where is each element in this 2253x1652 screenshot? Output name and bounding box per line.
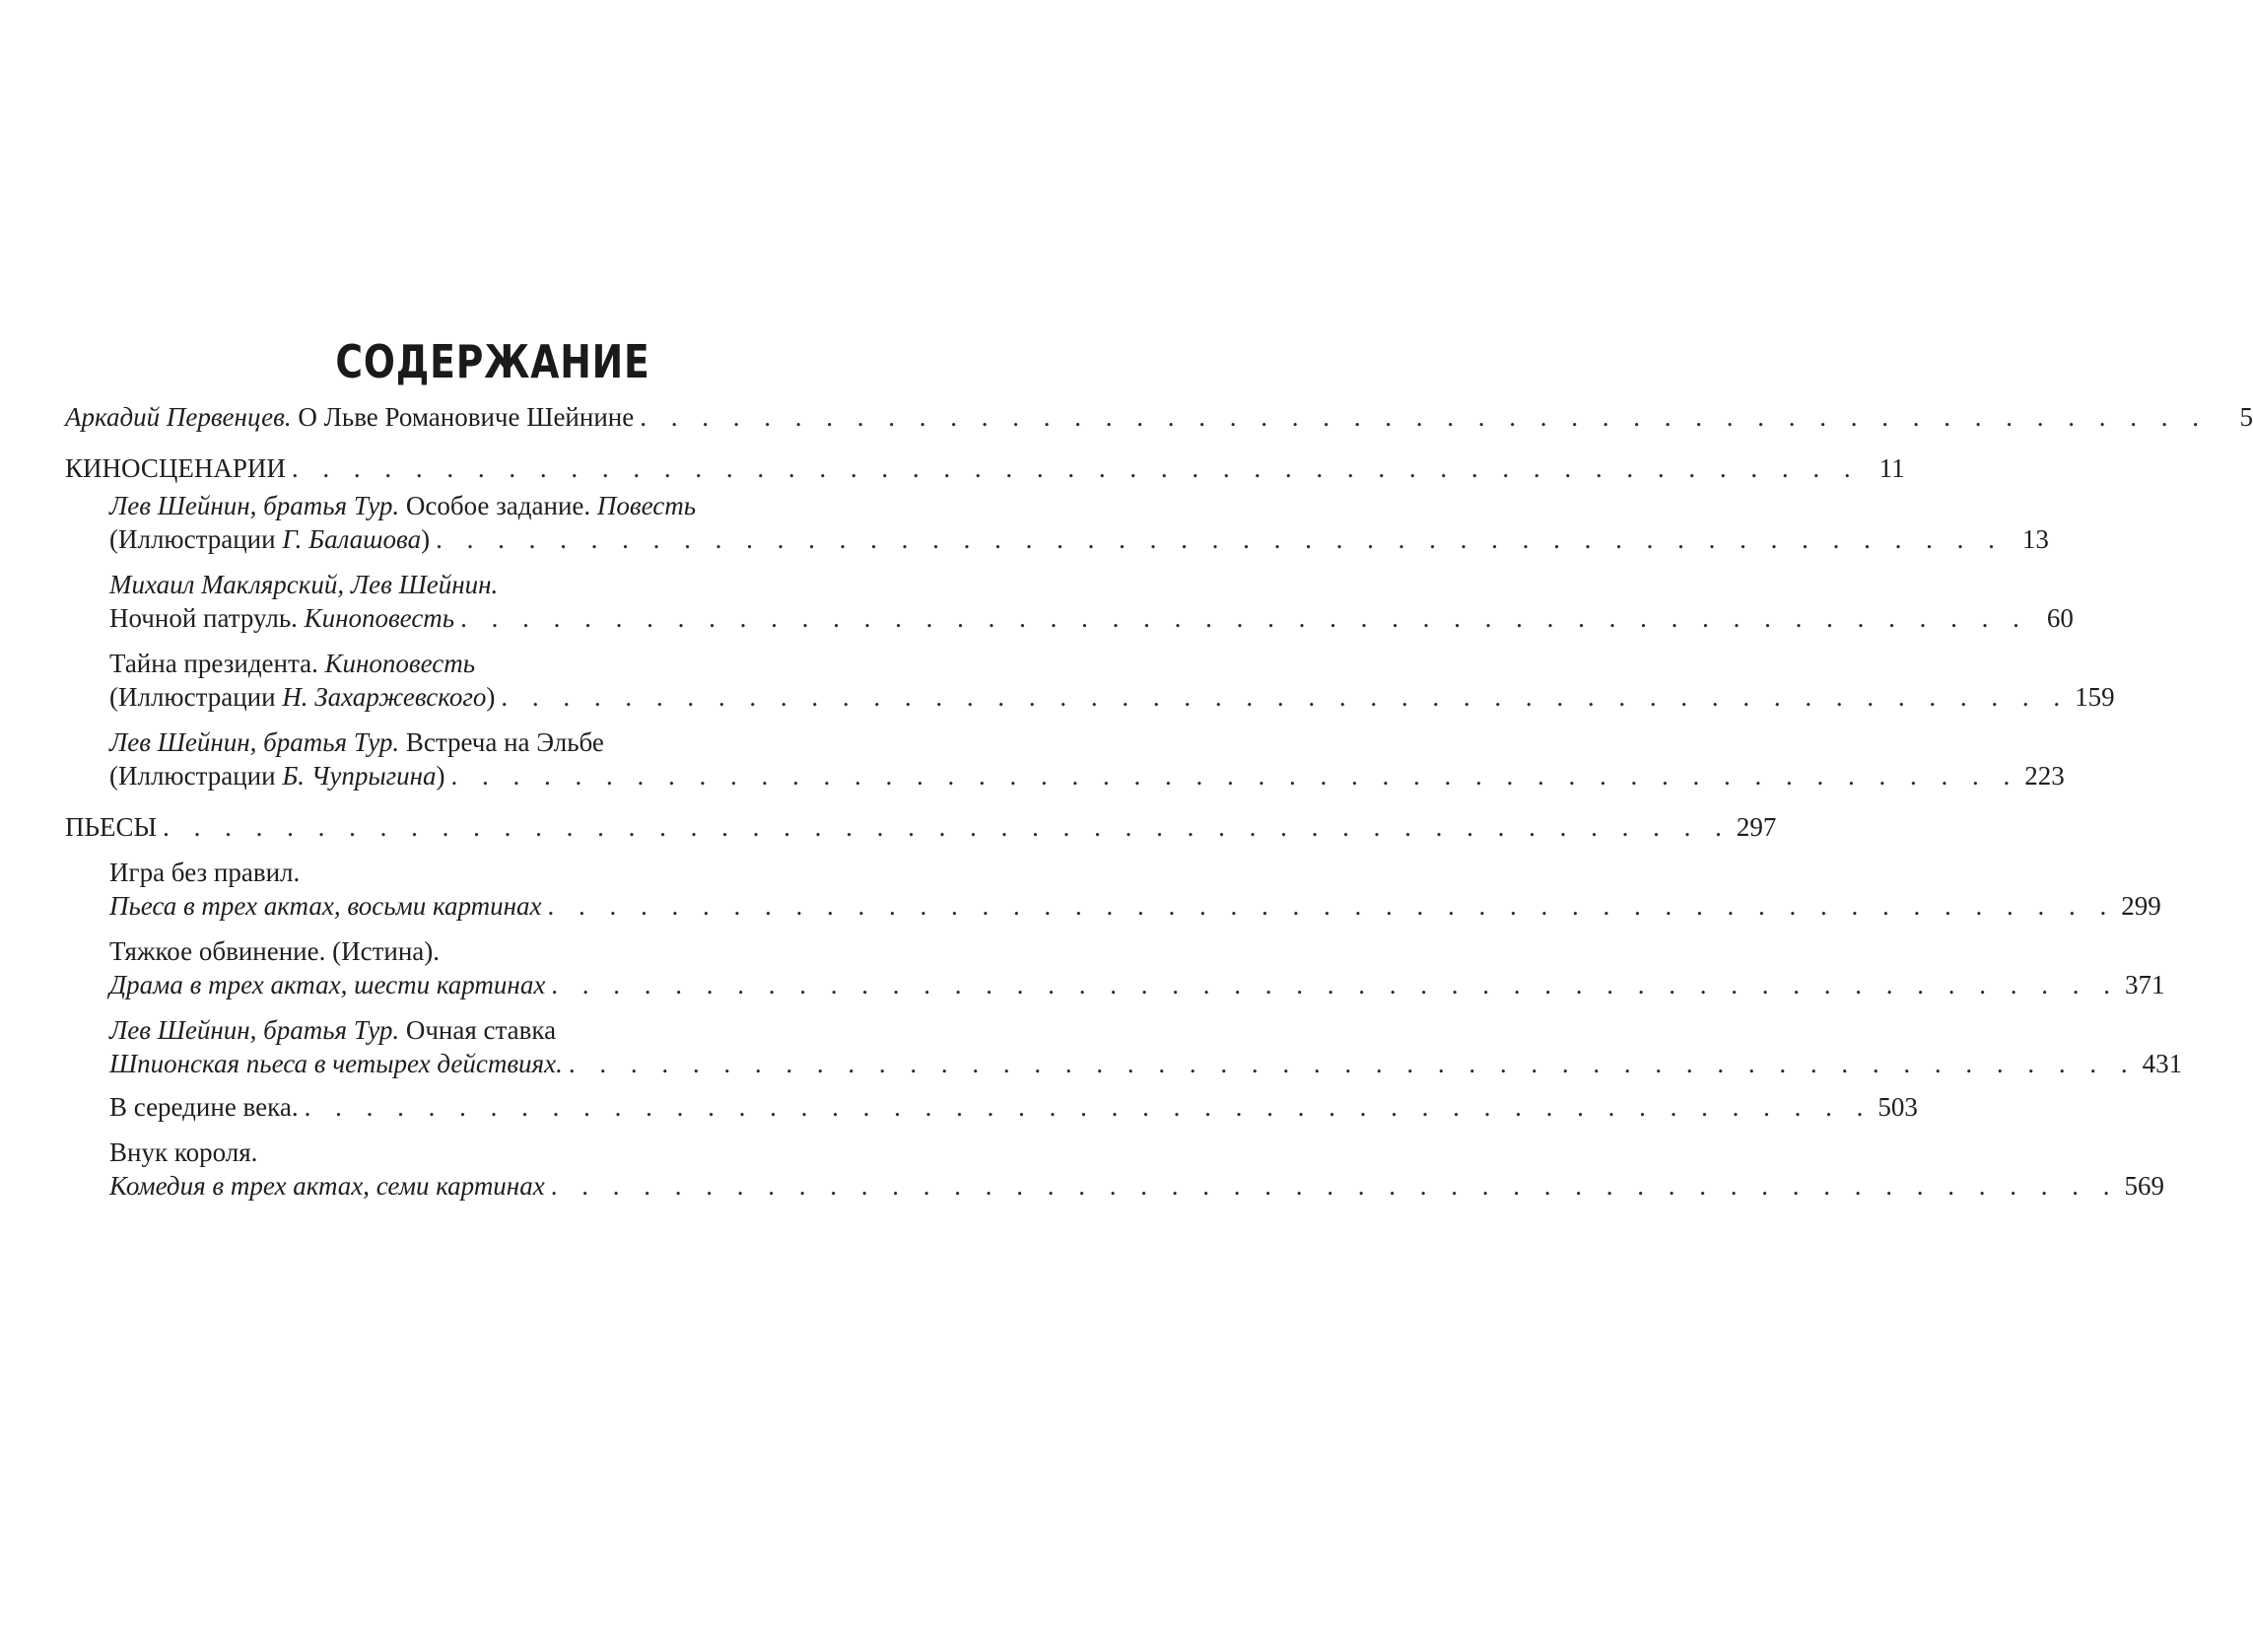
entry-illustrations: (Иллюстрации Г. Балашова) [109,524,431,554]
page-number: 503 [1878,1092,1918,1122]
toc-entry-ochnaya-line2[interactable] [109,1047,2183,1080]
toc-entry-igra-line1[interactable] [109,856,300,889]
dot-leader: . . . . . . . . . . . . . . . . . . . . . . . . . . . . . . . . . . . . . . . . . . . . . . . . . . . [568,1049,2137,1078]
toc-entry-vstrecha-line1[interactable] [109,725,604,759]
dot-leader: . . . . . . . . . . . . . . . . . . . . . . . . . . . . . . . . . . . . . . . . . . . . . . . . . . . [460,603,2028,633]
page-number: 297 [1736,812,1777,842]
entry-author: Михаил Маклярский, Лев Шейнин. [109,570,499,599]
dot-leader: . . . . . . . . . . . . . . . . . . . . . . . . . . . . . . . . . . . . . . . . . . . . . . . . . . . [450,761,2019,791]
page-title: СОДЕРЖАНИЕ [335,335,650,388]
toc-entry-vstrecha-line2[interactable] [109,759,2065,792]
entry-text [109,647,475,680]
entry-genre: Повесть [596,491,697,520]
page-number: 371 [2125,970,2165,999]
section-title: ПЬЕСЫ [65,812,158,842]
toc-entry-vnuk-line1[interactable] [109,1136,257,1169]
entry-title: Встреча на Эльбе [399,727,604,757]
section-title: КИНОСЦЕНАРИИ [65,453,286,483]
entry-title: Внук короля. [109,1137,258,1167]
entry-illustrations: (Иллюстрации Н. Захаржевского) [109,682,496,712]
toc-entry-osoboe-line2[interactable] [109,522,2049,556]
toc-entry-patrul-line2[interactable] [109,601,2074,635]
toc-entry-preface[interactable] [65,400,2253,434]
entry-title: Ночной патруль. [109,603,305,633]
dot-leader: . . . . . . . . . . . . . . . . . . . . . . . . . . . . . . . . . . . . . . . . . . . . . . . . . . . [640,402,2208,432]
page-number: 60 [2046,603,2074,633]
entry-title: О Льве Романовиче Шейнине [291,402,635,432]
entry-title: Особое задание. [399,491,597,520]
toc-entry-osoboe-line1[interactable] [109,489,696,522]
entry-text [109,601,454,635]
dot-leader: . . . . . . . . . . . . . . . . . . . . . . . . . . . . . . . . . . . . . . . . . . . . . . . . . . . [550,1171,2119,1201]
page-number: 299 [2121,891,2161,921]
entry-title: Тайна президента. [109,649,325,678]
toc-entry-tayna-line1[interactable] [109,647,475,680]
toc-entry-igra-line2[interactable] [109,889,2161,923]
entry-title: Очная ставка [399,1015,557,1045]
toc-entry-tyazhkoe-line2[interactable] [109,968,2165,1001]
dot-leader: . . . . . . . . . . . . . . . . . . . . . . . . . . . . . . . . . . . . . . . . . . . . . . . . . . . [436,524,2004,554]
toc-entry-patrul-line1[interactable] [109,568,498,601]
entry-title: В середине века. [109,1092,299,1122]
entry-title: Игра без правил. [109,858,301,887]
toc-section-kinoscenarii[interactable] [65,451,1905,485]
dot-leader: . . . . . . . . . . . . . . . . . . . . . . . . . . . . . . . . . . . . . . . . . . . . . . . . . . . [547,891,2116,921]
dot-leader: . . . . . . . . . . . . . . . . . . . . . . . . . . . . . . . . . . . . . . . . . . . . . . . . . . . [551,970,2120,999]
entry-genre: Пьеса в трех актах, восьми картинах [109,891,542,921]
entry-genre: Киноповесть [304,603,455,633]
dot-leader: . . . . . . . . . . . . . . . . . . . . . . . . . . . . . . . . . . . . . . . . . . . . . . . . . . . [304,1092,1873,1122]
toc-entry-tyazhkoe-line1[interactable] [109,934,440,968]
entry-genre: Шпионская пьеса в четырех действиях. [109,1049,563,1078]
entry-author: Аркадий Первенцев. [65,402,292,432]
dot-leader: . . . . . . . . . . . . . . . . . . . . . . . . . . . . . . . . . . . . . . . . . . . . . . . . . . . [291,453,1860,483]
entry-title: Тяжкое обвинение. (Истина). [109,936,440,966]
page-number: 13 [2021,524,2049,554]
page-number: 223 [2024,761,2065,791]
entry-text [109,725,604,759]
entry-genre: Драма в трех актах, шести картинах [109,970,546,999]
entry-text [109,568,498,601]
entry-illustrations: (Иллюстрации Б. Чупрыгина) [109,761,445,791]
dot-leader: . . . . . . . . . . . . . . . . . . . . . . . . . . . . . . . . . . . . . . . . . . . . . . . . . . . [163,812,1731,842]
entry-author: Лев Шейнин, братья Тур. [109,1015,400,1045]
toc-entry-seredina[interactable] [109,1090,1918,1124]
entry-text [109,489,696,522]
page-number: 11 [1878,453,1905,483]
page-number: 431 [2142,1049,2183,1078]
toc-section-plays[interactable] [65,810,1777,844]
page-number: 5 [2239,402,2253,432]
entry-author: Лев Шейнин, братья Тур. [109,491,400,520]
page-number: 159 [2075,682,2115,712]
entry-genre: Комедия в трех актах, семи картинах [109,1171,545,1201]
entry-text [109,1013,556,1047]
toc-entry-tayna-line2[interactable] [109,680,2115,714]
entry-text [65,400,634,434]
page-number: 569 [2124,1171,2164,1201]
toc-entry-vnuk-line2[interactable] [109,1169,2164,1203]
dot-leader: . . . . . . . . . . . . . . . . . . . . . . . . . . . . . . . . . . . . . . . . . . . . . . . . . . . [501,682,2070,712]
toc-entry-ochnaya-line1[interactable] [109,1013,556,1047]
entry-genre: Киноповесть [324,649,476,678]
entry-author: Лев Шейнин, братья Тур. [109,727,400,757]
